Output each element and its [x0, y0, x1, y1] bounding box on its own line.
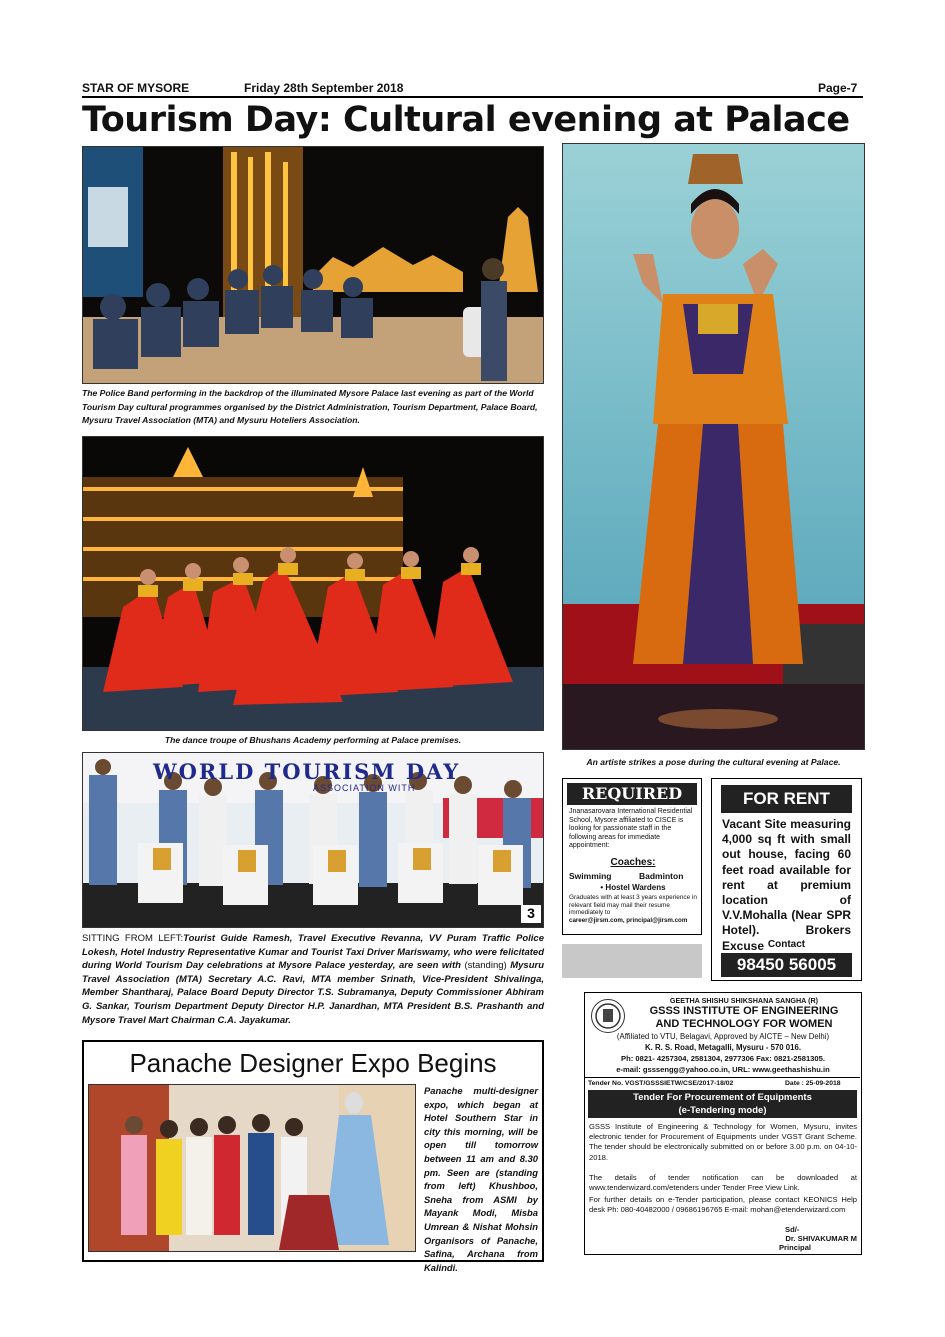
for-rent-title: FOR RENT	[721, 785, 852, 813]
paper-name: STAR OF MYSORE	[82, 81, 190, 95]
coach-swimming: Swimming	[569, 871, 612, 881]
tender-number: Tender No. VGST/GSSSIETW/CSE/2017-18/02	[588, 1080, 734, 1087]
tender-para-1: GSSS Institute of Engineering & Technology for Women, Mysuru, invites electronic tender for Procurement of Equipments under VGST Grant Scheme. The tender should be electronically submitted on or before 3.00 p.m. on 04-10-2018.	[589, 1122, 857, 1162]
tender-sangha: GEETHA SHISHU SHIKSHANA SANGHA (R)	[669, 996, 819, 1005]
panache-photo	[88, 1084, 416, 1252]
contact-label: Contact	[767, 939, 806, 950]
coach-badminton: Badminton	[639, 871, 684, 881]
grey-ad-placeholder	[562, 944, 702, 978]
coaches-label: Coaches:	[610, 857, 656, 868]
police-band-photo	[82, 146, 544, 384]
felicitation-photo	[82, 752, 544, 928]
panache-body: Panache multi-designer expo, which began at Hotel Southern Star in city this morning, will be open till tomorrow between 11 am and 8.30 pm. Seen are (standing from left) Khushboo, Sneha from ASMI by Mayank Modi, Misba Umrean & Nishat Mohsin Organisors of Panache, Safina, Archana from Kalindi.	[424, 1085, 538, 1273]
tender-para-3: For further details on e-Tender participation, please contact KEONICS Help desk Ph: 080-40482000 / 09686196765 E-mail: mohan@etenderwizard.com	[589, 1195, 857, 1215]
tender-sd: Sd/-	[785, 1225, 800, 1234]
tender-ad	[584, 992, 862, 1255]
police-band-caption: The Police Band performing in the backdrop of the illuminated Mysore Palace last evening as part of the World Tourism Day cultural programmes organised by the District Administration, Tourism Department, Palace Board, Mysuru Travel Association (MTA) and Mysuru Hoteliers Association.	[82, 388, 538, 425]
page-number: Page-7	[818, 81, 858, 95]
required-body: Jnanasarovara International Residential School, Mysore affiliated to CISCE is looking for passionate staff in the following areas for immediate appointment:	[569, 808, 693, 850]
caption-standing: (standing)	[464, 960, 507, 972]
issue-date: Friday 28th September 2018	[244, 81, 404, 95]
caption-standing-names: Mysuru Travel Association (MTA) Secretary A.C. Ravi, MTA member Srinath, Vice-President Shivalinga, Member Shantharaj, Palace Board Deputy Director T.S. Subramanya, Deputy Commissioner Abhiram G. Sankar, Tourism Department Deputy Director H.P. Janardhan, MTA President B.S. Prashanth and Mysore Travel Mart Chairman C.A. Jayakumar.	[82, 960, 544, 1026]
header-rule	[82, 96, 863, 98]
tender-signer-title: Principal	[778, 1243, 812, 1252]
banner-title: WORLD TOURISM DAY	[153, 759, 461, 784]
required-email: career@jirsm.com, principal@jirsm.com	[569, 917, 688, 924]
dance-troupe-photo	[82, 436, 544, 731]
corner-number: 3	[521, 905, 541, 923]
banner-subtitle: ASSOCIATION WITH	[313, 783, 416, 793]
dancer-caption: An artiste strikes a pose during the cultural evening at Palace.	[586, 757, 841, 767]
caption-seated: Tourist Guide Ramesh, Travel Executive Revanna, VV Puram Traffic Police Lokesh, Hotel Industry Representative Kumar and Tourist Taxi Driver Mariswamy, who were felicitated during World Tourism Day celebrations at Mysore Palace yesterday, are seen with	[82, 933, 544, 972]
hostel-wardens: • Hostel Wardens	[600, 883, 666, 892]
tender-institute-1: GSSS INSTITUTE OF ENGINEERING	[649, 1005, 839, 1017]
page-headline: Tourism Day: Cultural evening at Palace	[82, 100, 850, 140]
tender-web: e-mail: gsssengg@yahoo.co.in, URL: www.geethashishu.in	[616, 1065, 830, 1074]
felicitation-caption	[82, 932, 544, 1027]
college-logo	[591, 999, 625, 1033]
dance-troupe-caption: The dance troupe of Bhushans Academy performing at Palace premises.	[164, 735, 462, 745]
tender-institute-2: AND TECHNOLOGY FOR WOMEN	[655, 1018, 833, 1030]
tender-signer: Dr. SHIVAKUMAR M	[785, 1234, 857, 1243]
caption-lead: SITTING FROM LEFT:	[82, 933, 184, 944]
tender-bar-line2: (e-Tendering mode)	[678, 1105, 767, 1116]
required-note: Graduates with at least 3 years experience in relevant field may mail their resume immediately to	[569, 894, 697, 917]
tender-phones: Ph: 0821- 4257304, 2581304, 2977306 Fax: 0821-2581305.	[621, 1054, 825, 1063]
tender-affiliation: (Affiliated to VTU, Belagavi, Approved by AICTE – New Delhi)	[616, 1032, 830, 1041]
tender-address: K. R. S. Road, Metagalli, Mysuru - 570 016.	[645, 1043, 801, 1052]
panache-title: Panache Designer Expo Begins	[129, 1048, 497, 1078]
contact-phone: 98450 56005	[721, 953, 852, 977]
required-title: REQUIRED	[567, 783, 697, 805]
panache-box	[82, 1040, 544, 1273]
tender-para-2: The details of tender notification can be downloaded at www.tenderwizard.com/etenders under Tender Free View Link.	[589, 1173, 857, 1193]
required-ad	[562, 778, 702, 935]
tender-date: Date : 25-09-2018	[785, 1080, 841, 1087]
dancer-photo	[562, 143, 865, 750]
for-rent-body: Vacant Site measuring 4,000 sq ft with small out house, facing 60 feet road available for rent at premium location of V.V.Mohalla (Near SPR Hotel). Brokers Excuse	[722, 817, 851, 953]
tender-divider	[585, 1077, 860, 1078]
tender-bar-line1: Tender For Procurement of Equipments	[633, 1092, 812, 1103]
tender-bar	[588, 1090, 857, 1118]
for-rent-ad	[711, 778, 862, 981]
